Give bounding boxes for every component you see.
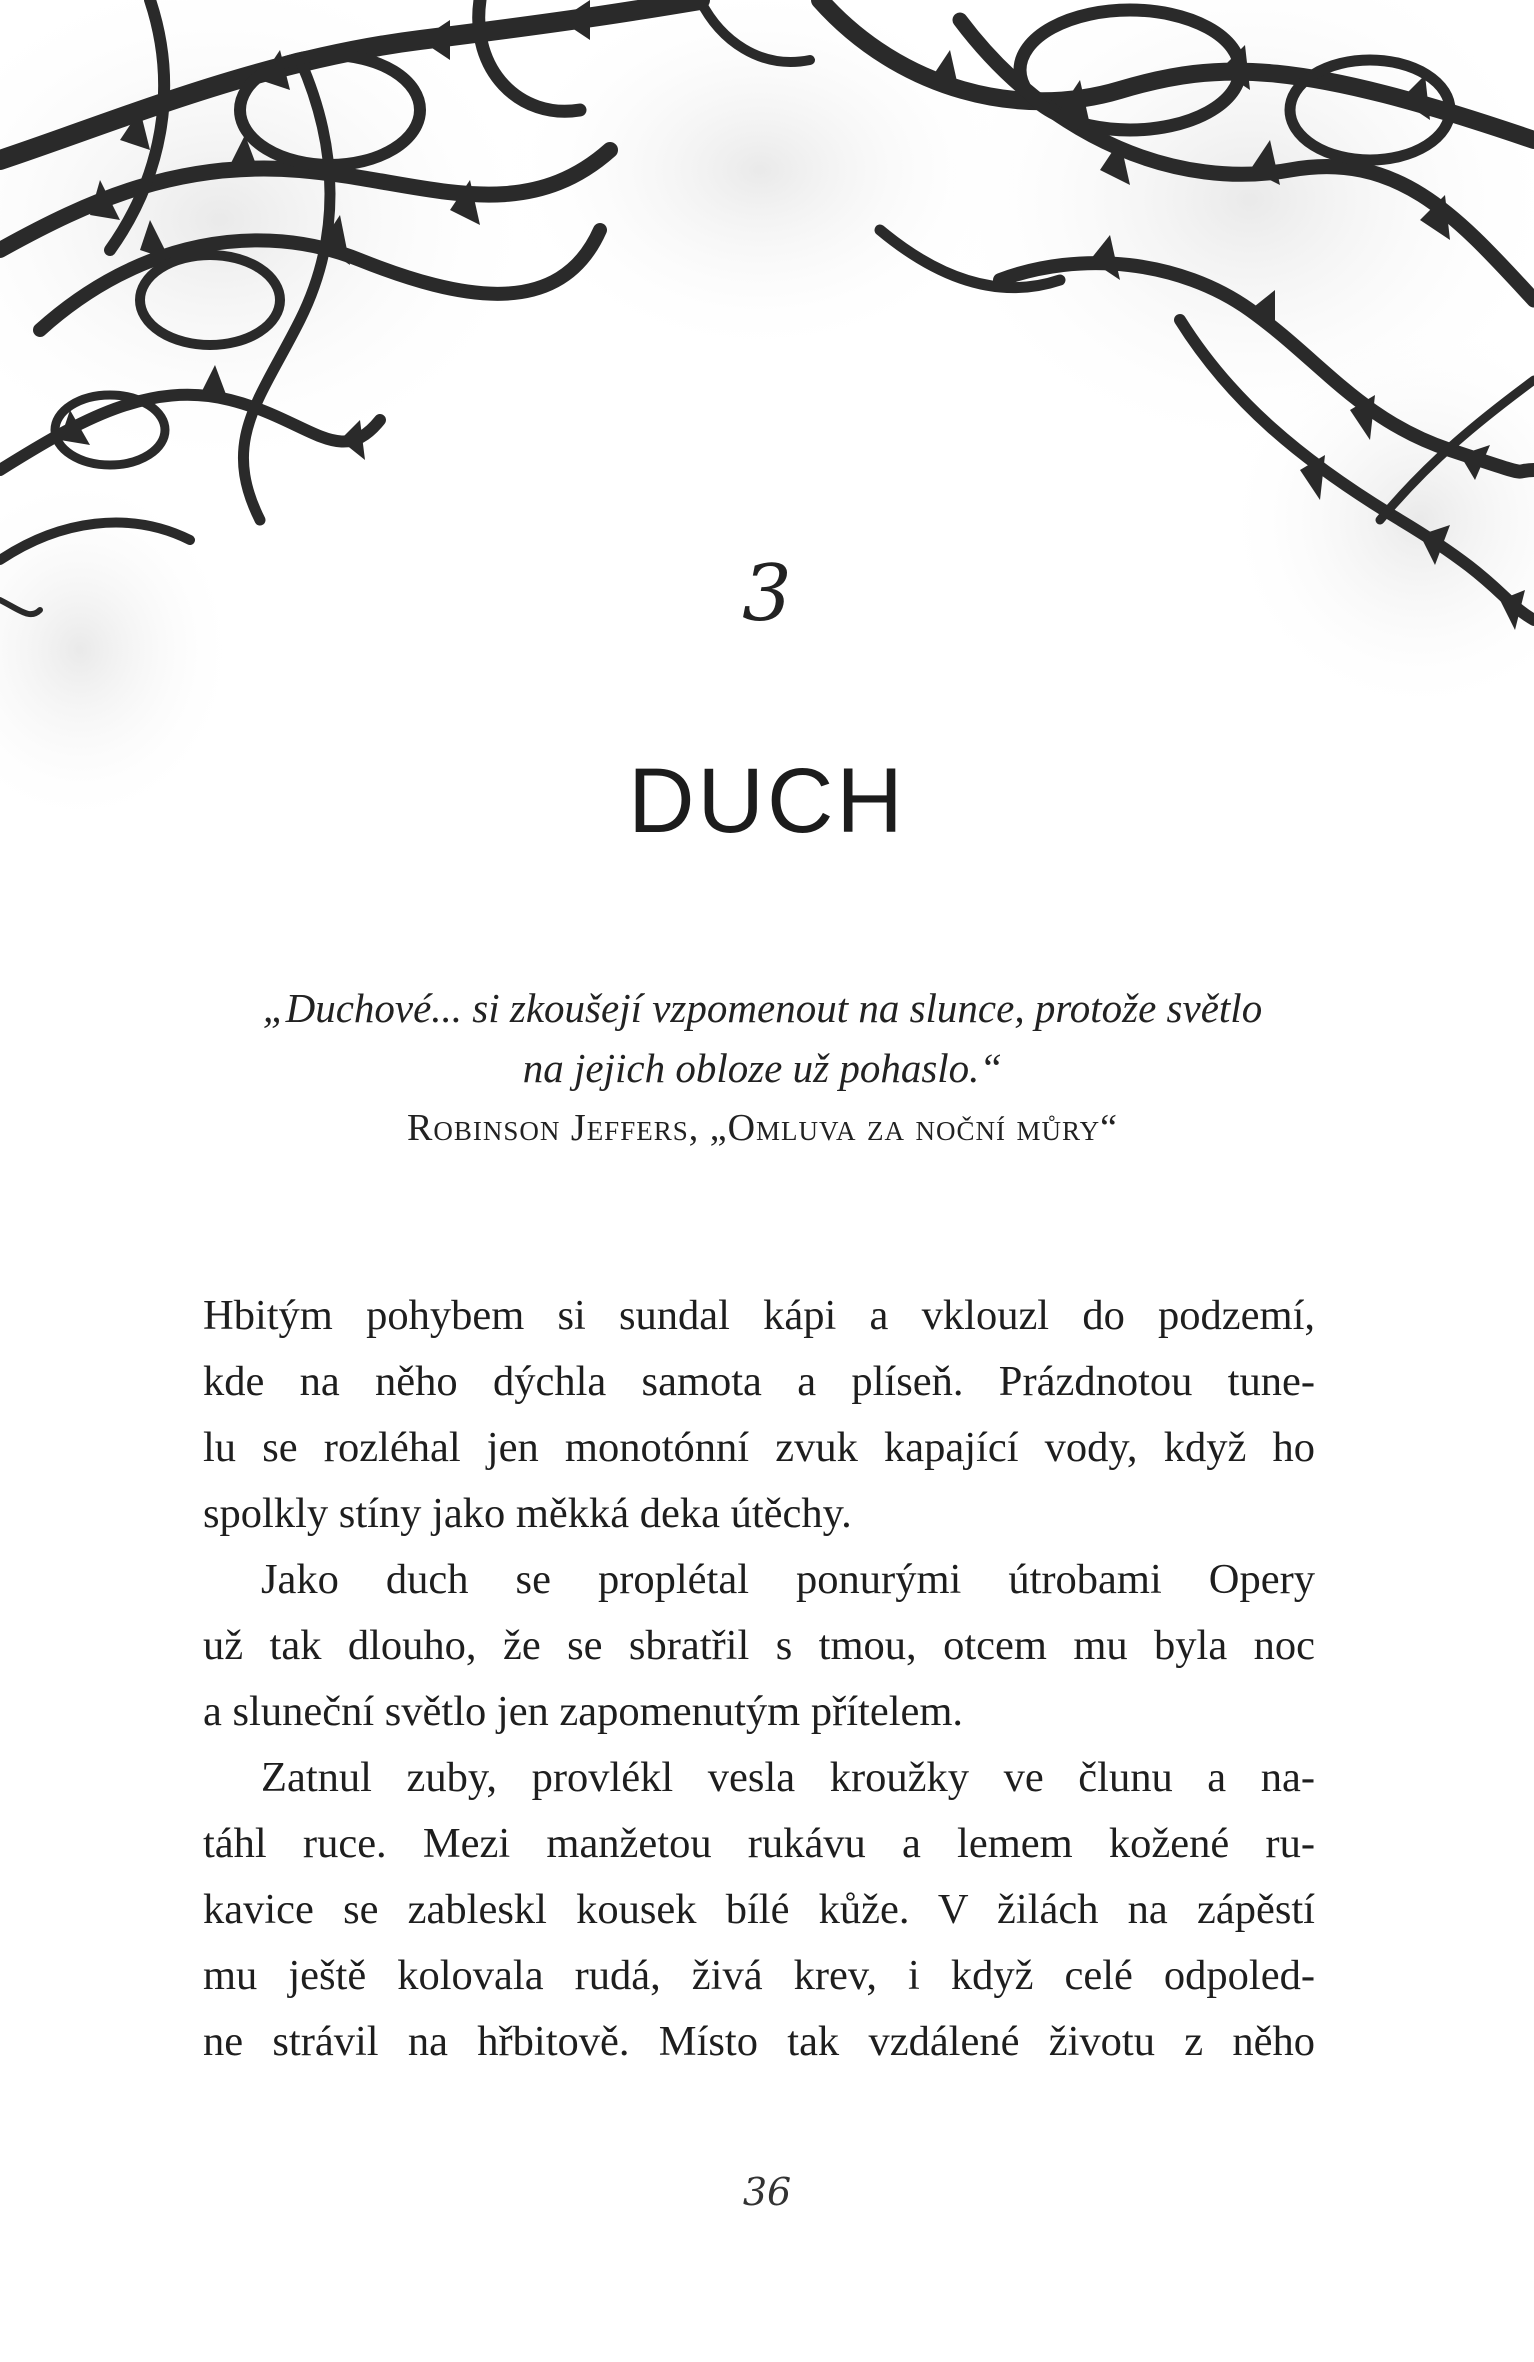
text-line: ne strávil na hřbitově. Místo tak vzdálené životu z něho — [203, 2018, 1315, 2065]
text-line: kde na něho dýchla samota a plíseň. Prázdnotou tune- — [203, 1358, 1315, 1405]
text-line: spolkly stíny jako měkká deka útěchy. — [203, 1490, 852, 1537]
paragraph — [203, 1283, 1315, 1547]
text-line: Zatnul zuby, provlékl vesla kroužky ve člunu a na- — [261, 1754, 1315, 1801]
text-line: táhl ruce. Mezi manžetou rukávu a lemem kožené ru- — [203, 1820, 1315, 1867]
text-line: už tak dlouho, že se sbratřil s tmou, otcem mu byla noc — [203, 1622, 1315, 1669]
epigraph-attribution: Robinson Jeffers, „Omluva za noční můry“ — [407, 1107, 1118, 1149]
epigraph-quote-line: na jejich obloze už pohaslo.“ — [522, 1045, 1003, 1091]
text-line: a sluneční světlo jen zapomenutým přítelem. — [203, 1688, 964, 1735]
epigraph — [200, 978, 1325, 1158]
paragraph — [203, 1547, 1315, 1745]
paragraph — [203, 1745, 1315, 2075]
epigraph-quote-line: „Duchové... si zkoušejí vzpomenout na slunce, protože světlo — [262, 985, 1263, 1031]
text-line: mu ještě kolovala rudá, živá krev, i když celé odpoled- — [203, 1952, 1315, 1999]
text-line: kavice se zableskl kousek bílé kůže. V žilách na zápěstí — [203, 1886, 1315, 1933]
text-line: Hbitým pohybem si sundal kápi a vklouzl do podzemí, — [203, 1292, 1315, 1339]
chapter-number: 3 — [742, 549, 792, 639]
text-line: lu se rozléhal jen monotónní zvuk kapající vody, když ho — [203, 1424, 1315, 1471]
page-number: 36 — [742, 2170, 792, 2214]
chapter-body — [203, 1283, 1315, 2075]
text-line: Jako duch se proplétal ponurými útrobami Opery — [261, 1556, 1315, 1603]
chapter-title: DUCH — [628, 750, 906, 852]
